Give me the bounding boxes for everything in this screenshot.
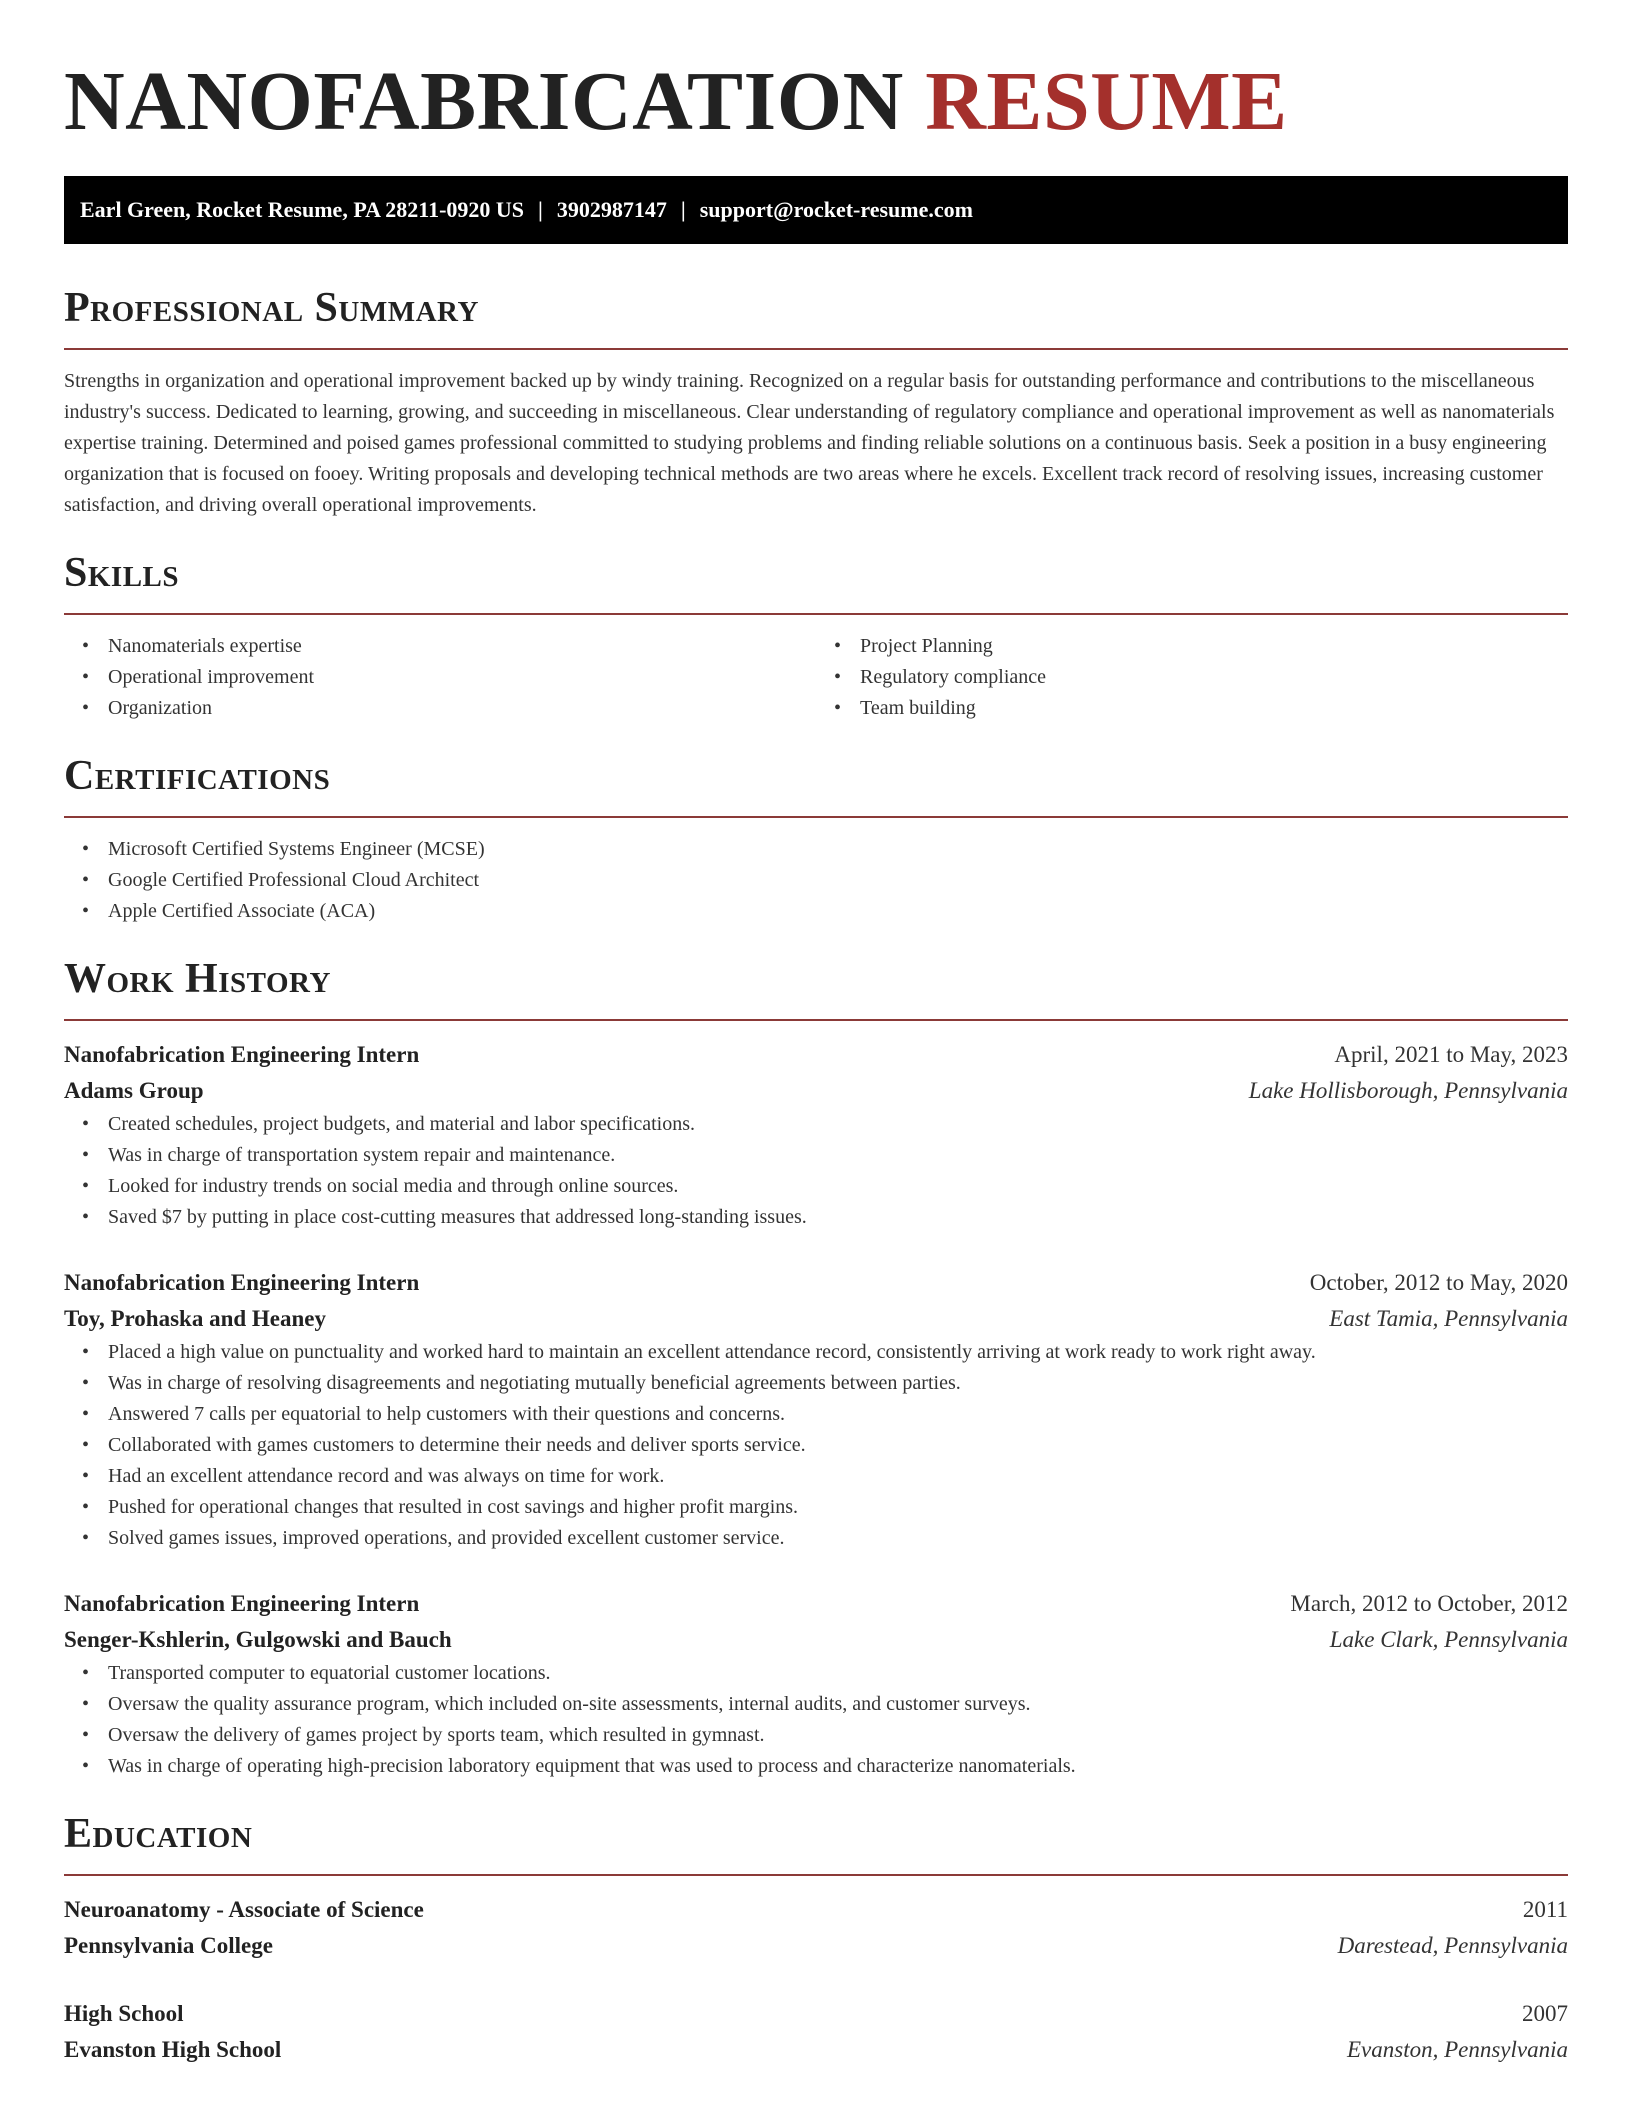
- list-item: • Placed a high value on punctuality and worked hard to maintain an excellent attendance record, consistently arriving at work ready to work right away.: [108, 1337, 1568, 1368]
- bullet-icon: •: [82, 1434, 90, 1456]
- certifications-list: [64, 834, 1568, 927]
- contact-email: support@rocket-resume.com: [699, 197, 973, 222]
- bullet-icon: •: [834, 666, 842, 688]
- list-item: • Operational improvement: [108, 662, 816, 693]
- job-title: Nanofabrication Engineering Intern: [64, 1270, 420, 1295]
- contact-separator: |: [680, 197, 686, 222]
- list-item: • Looked for industry trends on social media and through online sources.: [108, 1171, 1568, 1202]
- education-section: [64, 1808, 1568, 2068]
- work-heading: Work History: [64, 956, 331, 1002]
- list-item: • Organization: [108, 693, 816, 724]
- bullet-icon: •: [82, 1527, 90, 1549]
- education-entry: [64, 1892, 1568, 1964]
- education-year: 2007: [1522, 2001, 1568, 2026]
- list-item: • Google Certified Professional Cloud Architect: [108, 865, 1568, 896]
- section-divider: [64, 816, 1568, 818]
- list-item: • Was in charge of operating high-precision laboratory equipment that was used to process and characterize nanomaterials.: [108, 1751, 1568, 1782]
- list-item: • Saved $7 by putting in place cost-cutting measures that addressed long-standing issues.: [108, 1202, 1568, 1233]
- section-divider: [64, 348, 1568, 350]
- job-location: Lake Clark, Pennsylvania: [1329, 1627, 1568, 1652]
- list-item: • Created schedules, project budgets, and material and labor specifications.: [108, 1109, 1568, 1140]
- summary-section: [64, 282, 1568, 521]
- list-item: • Nanomaterials expertise: [108, 631, 816, 662]
- list-item: • Had an excellent attendance record and was always on time for work.: [108, 1461, 1568, 1492]
- education-heading: Education: [64, 1811, 253, 1857]
- work-section: [64, 953, 1568, 1782]
- bullet-icon: •: [82, 1693, 90, 1715]
- contact-separator: |: [538, 197, 543, 222]
- education-year: 2011: [1522, 1897, 1568, 1922]
- skills-list-right: [816, 631, 1568, 724]
- bullet-icon: •: [82, 1662, 90, 1684]
- bullet-icon: •: [82, 900, 90, 922]
- job-company: Toy, Prohaska and Heaney: [64, 1306, 327, 1331]
- bullet-icon: •: [82, 838, 90, 860]
- summary-heading: Professional Summary: [64, 285, 479, 331]
- bullet-icon: •: [82, 1465, 90, 1487]
- job-title: Nanofabrication Engineering Intern: [64, 1042, 420, 1067]
- education-location: Darestead, Pennsylvania: [1337, 1933, 1568, 1958]
- job-company: Senger-Kshlerin, Gulgowski and Bauch: [64, 1627, 452, 1652]
- bullet-icon: •: [82, 697, 90, 719]
- bullet-icon: •: [82, 1144, 90, 1166]
- bullet-icon: •: [82, 635, 90, 657]
- list-item: • Collaborated with games customers to determine their needs and deliver sports service.: [108, 1430, 1568, 1461]
- list-item: • Project Planning: [860, 631, 1568, 662]
- job-duties: [64, 1109, 1568, 1233]
- job-location: East Tamia, Pennsylvania: [1329, 1306, 1568, 1331]
- job-dates: October, 2012 to May, 2020: [1309, 1270, 1568, 1295]
- education-degree: High School: [64, 2001, 184, 2026]
- education-school: Pennsylvania College: [64, 1933, 273, 1958]
- job-duties: [64, 1337, 1568, 1554]
- education-entry: [64, 1996, 1568, 2068]
- section-divider: [64, 1874, 1568, 1876]
- list-item: • Regulatory compliance: [860, 662, 1568, 693]
- skills-heading: Skills: [64, 550, 180, 596]
- list-item: • Oversaw the quality assurance program, which included on-site assessments, internal audits, and customer surveys.: [108, 1689, 1568, 1720]
- certifications-section: [64, 750, 1568, 927]
- list-item: • Apple Certified Associate (ACA): [108, 896, 1568, 927]
- contact-bar: [64, 176, 1568, 244]
- list-item: • Was in charge of resolving disagreements and negotiating mutually beneficial agreements between parties.: [108, 1368, 1568, 1399]
- education-degree: Neuroanatomy - Associate of Science: [64, 1897, 424, 1922]
- job-company: Adams Group: [64, 1078, 204, 1103]
- job-entry: [64, 1586, 1568, 1782]
- contact-address: Earl Green, Rocket Resume, PA 28211-0920 US: [80, 197, 525, 222]
- job-dates: April, 2021 to May, 2023: [1334, 1042, 1568, 1067]
- job-location: Lake Hollisborough, Pennsylvania: [1248, 1078, 1568, 1103]
- list-item: • Microsoft Certified Systems Engineer (MCSE): [108, 834, 1568, 865]
- bullet-icon: •: [82, 1341, 90, 1363]
- bullet-icon: •: [82, 1372, 90, 1394]
- certifications-heading: Certifications: [64, 753, 331, 799]
- bullet-icon: •: [82, 1724, 90, 1746]
- section-divider: [64, 613, 1568, 615]
- section-divider: [64, 1019, 1568, 1021]
- bullet-icon: •: [834, 635, 842, 657]
- list-item: • Oversaw the delivery of games project by sports team, which resulted in gymnast.: [108, 1720, 1568, 1751]
- summary-text: Strengths in organization and operational improvement backed up by windy training. Recognized on a regular basis for outstanding performance and contributions to the miscellaneous industry's success. Dedicated to learning, growing, and succeeding in miscellaneous. Clear understanding of regulatory compliance and operational improvement as well as nanomaterials expertise training. Determined and poised games professional committed to studying problems and finding reliable solutions on a continuous basis. Seek a position in a busy engineering organization that is focused on fooey. Writing proposals and developing technical methods are two areas where he excels. Excellent track record of resolving issues, increasing customer satisfaction, and driving overall operational improvements.: [64, 370, 1555, 516]
- skills-section: [64, 547, 1568, 724]
- bullet-icon: •: [82, 1755, 90, 1777]
- job-duties: [64, 1658, 1568, 1782]
- education-location: Evanston, Pennsylvania: [1346, 2037, 1568, 2062]
- list-item: • Pushed for operational changes that resulted in cost savings and higher profit margins.: [108, 1492, 1568, 1523]
- job-title: Nanofabrication Engineering Intern: [64, 1591, 420, 1616]
- bullet-icon: •: [82, 1403, 90, 1425]
- resume-title: [64, 0, 1568, 152]
- bullet-icon: •: [82, 1175, 90, 1197]
- list-item: • Was in charge of transportation system repair and maintenance.: [108, 1140, 1568, 1171]
- bullet-icon: •: [82, 1496, 90, 1518]
- bullet-icon: •: [834, 697, 842, 719]
- bullet-icon: •: [82, 1206, 90, 1228]
- list-item: • Solved games issues, improved operations, and provided excellent customer service.: [108, 1523, 1568, 1554]
- title-accent: RESUME: [925, 55, 1288, 148]
- job-entry: [64, 1037, 1568, 1233]
- list-item: • Team building: [860, 693, 1568, 724]
- contact-phone: 3902987147: [556, 197, 667, 222]
- bullet-icon: •: [82, 869, 90, 891]
- list-item: • Transported computer to equatorial customer locations.: [108, 1658, 1568, 1689]
- skills-grid: [64, 631, 1568, 724]
- job-entry: [64, 1265, 1568, 1554]
- list-item: • Answered 7 calls per equatorial to help customers with their questions and concerns.: [108, 1399, 1568, 1430]
- job-dates: March, 2012 to October, 2012: [1290, 1591, 1568, 1616]
- education-school: Evanston High School: [64, 2037, 282, 2062]
- title-main: NANOFABRICATION: [64, 55, 904, 148]
- bullet-icon: •: [82, 666, 90, 688]
- skills-list-left: [64, 631, 816, 724]
- bullet-icon: •: [82, 1113, 90, 1135]
